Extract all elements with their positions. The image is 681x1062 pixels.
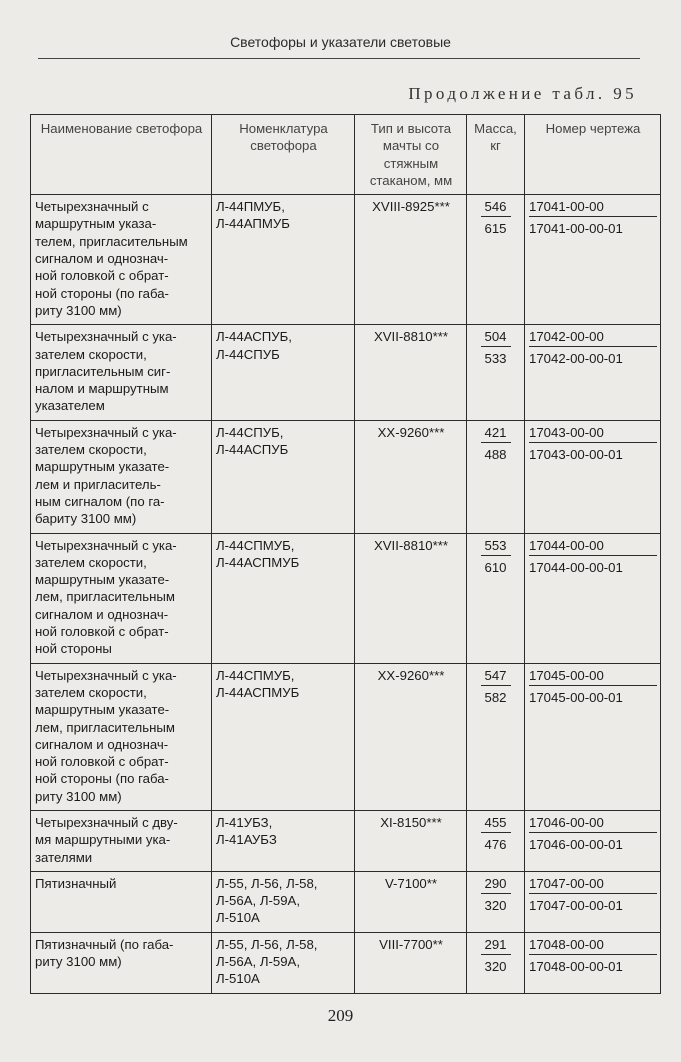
- signal-name-line: указателем: [35, 398, 105, 414]
- signal-name-line: ной головкой с обрат-: [35, 754, 169, 770]
- signal-name-line: маршрутным указате-: [35, 572, 170, 588]
- mass-cell: [467, 533, 525, 663]
- signal-name-cell: [31, 420, 212, 533]
- signal-name-line: Четырехзначный с ука-: [35, 424, 177, 440]
- signal-name-line: сигналом и однознач-: [35, 251, 169, 267]
- signal-name-line: зателем скорости,: [35, 554, 147, 570]
- nomenclature-line: Л-44СПУБ: [216, 346, 280, 362]
- signal-name-line: Четырехзначный с: [35, 199, 149, 215]
- signal-name-line: пригласительным сиг-: [35, 363, 171, 379]
- signal-name-cell: [31, 533, 212, 663]
- nomenclature-line: Л-44АСПМУБ: [216, 554, 300, 570]
- mass-bottom-value: 610: [484, 559, 507, 575]
- nomenclature-line: Л-44АСПУБ,: [216, 329, 292, 345]
- page-number: 209: [327, 1006, 354, 1025]
- mass-bottom-value: 320: [484, 897, 507, 913]
- nomenclature-line: Л-56А, Л-59А,: [216, 893, 301, 909]
- mass-fraction: [481, 424, 511, 463]
- mass-cell: [467, 871, 525, 932]
- type-height-cell: XVII-8810***: [355, 533, 467, 663]
- signal-name-line: лем, пригласительным: [35, 719, 175, 735]
- drawing-number-cell: [525, 663, 661, 810]
- signal-name-line: ной головкой с обрат-: [35, 268, 169, 284]
- mass-bottom-value: 582: [484, 689, 507, 705]
- drawing-number-top: 17045-00-00: [529, 667, 657, 686]
- signal-name-line: ной стороны (по габа-: [35, 771, 169, 787]
- drawing-number-bottom: 17042-00-00-01: [529, 351, 623, 367]
- mass-top-value: 504: [481, 328, 511, 347]
- table-row: [31, 932, 661, 993]
- table-continuation-label: Продолжение табл. 95: [408, 84, 637, 103]
- signals-table: [30, 114, 661, 994]
- nomenclature-cell: [212, 533, 355, 663]
- drawing-number-cell: [525, 325, 661, 420]
- signal-name-line: ной стороны (по габа-: [35, 285, 169, 301]
- signal-name-line: риту 3100 мм): [35, 788, 122, 804]
- drawing-number-cell: [525, 195, 661, 325]
- mass-top-value: 421: [481, 424, 511, 443]
- column-header-nomenclature: Номенклатура светофора: [212, 115, 355, 195]
- nomenclature-cell: [212, 810, 355, 871]
- mass-bottom-value: 533: [484, 351, 507, 367]
- drawing-number-bottom: 17045-00-00-01: [529, 689, 623, 705]
- signal-name-line: маршрутным указате-: [35, 459, 170, 475]
- signal-name-cell: [31, 663, 212, 810]
- mass-fraction: [481, 667, 511, 706]
- signal-name-line: сигналом и однознач-: [35, 606, 169, 622]
- nomenclature-cell: [212, 325, 355, 420]
- mass-cell: [467, 420, 525, 533]
- type-height-cell: XX-9260***: [355, 663, 467, 810]
- table-row: [31, 195, 661, 325]
- signal-name-cell: [31, 195, 212, 325]
- nomenclature-line: Л-44СПМУБ,: [216, 667, 295, 683]
- signal-name-line: Четырехзначный с ука-: [35, 667, 177, 683]
- drawing-number-bottom: 17043-00-00-01: [529, 446, 623, 462]
- signal-name-line: Четырехзначный с ука-: [35, 329, 177, 345]
- signal-name-cell: [31, 810, 212, 871]
- mass-bottom-value: 476: [484, 836, 507, 852]
- drawing-number-top: 17043-00-00: [529, 424, 657, 443]
- type-height-cell: XVIII-8925***: [355, 195, 467, 325]
- table-row: [31, 663, 661, 810]
- mass-bottom-value: 320: [484, 958, 507, 974]
- running-title: Светофоры и указатели световые: [230, 34, 451, 50]
- drawing-number-top: 17042-00-00: [529, 328, 657, 347]
- signal-name-line: ной стороны: [35, 641, 112, 657]
- mass-cell: [467, 810, 525, 871]
- nomenclature-line: Л-510А: [216, 910, 260, 926]
- signal-name-line: лем и пригласитель-: [35, 476, 161, 492]
- mass-fraction: [481, 537, 511, 576]
- table-row: [31, 533, 661, 663]
- signal-name-line: Пятизначный: [35, 875, 117, 891]
- mass-cell: [467, 325, 525, 420]
- drawing-number-cell: [525, 932, 661, 993]
- nomenclature-line: Л-55, Л-56, Л-58,: [216, 936, 318, 952]
- table-body: [31, 195, 661, 993]
- mass-fraction: [481, 198, 511, 237]
- signal-name-line: риту 3100 мм): [35, 954, 122, 970]
- signal-name-line: ной головкой с обрат-: [35, 624, 169, 640]
- nomenclature-line: Л-41АУБЗ: [216, 832, 277, 848]
- nomenclature-line: Л-510А: [216, 971, 260, 987]
- signal-name-line: Пятизначный (по габа-: [35, 936, 174, 952]
- signal-name-line: Четырехзначный с дву-: [35, 814, 178, 830]
- drawing-number-top: 17046-00-00: [529, 814, 657, 833]
- nomenclature-line: Л-56А, Л-59А,: [216, 954, 301, 970]
- drawing-number-top: 17047-00-00: [529, 875, 657, 894]
- signal-name-line: маршрутным указа-: [35, 216, 157, 232]
- column-header-drawing: Номер чертежа: [525, 115, 661, 195]
- drawing-number-cell: [525, 533, 661, 663]
- drawing-number-top: 17041-00-00: [529, 198, 657, 217]
- type-height-cell: VIII-7700**: [355, 932, 467, 993]
- mass-top-value: 546: [481, 198, 511, 217]
- header-rule: [38, 58, 640, 59]
- table-row: [31, 325, 661, 420]
- signal-name-cell: [31, 325, 212, 420]
- drawing-number-bottom: 17046-00-00-01: [529, 836, 623, 852]
- column-header-type-height: Тип и высота мачты со стяжным стаканом, мм: [355, 115, 467, 195]
- drawing-number-cell: [525, 871, 661, 932]
- mass-cell: [467, 195, 525, 325]
- signal-name-line: Четырехзначный с ука-: [35, 537, 177, 553]
- nomenclature-line: Л-44ПМУБ,: [216, 199, 285, 215]
- signal-name-cell: [31, 932, 212, 993]
- mass-bottom-value: 488: [484, 446, 507, 462]
- mass-top-value: 290: [481, 875, 511, 894]
- type-height-cell: XVII-8810***: [355, 325, 467, 420]
- drawing-number-top: 17048-00-00: [529, 936, 657, 955]
- signal-name-line: зателями: [35, 849, 93, 865]
- drawing-number-bottom: 17047-00-00-01: [529, 897, 623, 913]
- nomenclature-cell: [212, 420, 355, 533]
- signal-name-line: мя маршрутными ука-: [35, 832, 171, 848]
- mass-cell: [467, 932, 525, 993]
- nomenclature-cell: [212, 663, 355, 810]
- column-header-mass: Масса, кг: [467, 115, 525, 195]
- mass-top-value: 455: [481, 814, 511, 833]
- mass-top-value: 291: [481, 936, 511, 955]
- nomenclature-line: Л-55, Л-56, Л-58,: [216, 875, 318, 891]
- drawing-number-cell: [525, 420, 661, 533]
- nomenclature-line: Л-44АСПМУБ: [216, 684, 300, 700]
- nomenclature-line: Л-44СПУБ,: [216, 424, 284, 440]
- drawing-number-bottom: 17048-00-00-01: [529, 958, 623, 974]
- nomenclature-line: Л-44АПМУБ: [216, 216, 290, 232]
- mass-fraction: [481, 814, 511, 853]
- signal-name-line: маршрутным указате-: [35, 702, 170, 718]
- mass-fraction: [481, 328, 511, 367]
- mass-cell: [467, 663, 525, 810]
- nomenclature-line: Л-44СПМУБ,: [216, 537, 295, 553]
- signal-name-cell: [31, 871, 212, 932]
- mass-fraction: [481, 875, 511, 914]
- table-row: [31, 420, 661, 533]
- mass-top-value: 547: [481, 667, 511, 686]
- signal-name-line: сигналом и однознач-: [35, 736, 169, 752]
- nomenclature-cell: [212, 195, 355, 325]
- nomenclature-cell: [212, 871, 355, 932]
- table-row: [31, 810, 661, 871]
- mass-fraction: [481, 936, 511, 975]
- mass-bottom-value: 615: [484, 221, 507, 237]
- signal-name-line: налом и маршрутным: [35, 381, 169, 397]
- signal-name-line: риту 3100 мм): [35, 302, 122, 318]
- nomenclature-line: Л-44АСПУБ: [216, 442, 289, 458]
- drawing-number-top: 17044-00-00: [529, 537, 657, 556]
- mass-top-value: 553: [481, 537, 511, 556]
- drawing-number-cell: [525, 810, 661, 871]
- nomenclature-line: Л-41УБЗ,: [216, 814, 273, 830]
- table-row: [31, 871, 661, 932]
- column-header-name: Наименование светофора: [31, 115, 212, 195]
- type-height-cell: XX-9260***: [355, 420, 467, 533]
- signal-name-line: ным сигналом (по га-: [35, 493, 165, 509]
- drawing-number-bottom: 17044-00-00-01: [529, 559, 623, 575]
- type-height-cell: V-7100**: [355, 871, 467, 932]
- signal-name-line: телем, пригласительным: [35, 233, 188, 249]
- table-header-row: [31, 115, 661, 195]
- nomenclature-cell: [212, 932, 355, 993]
- signal-name-line: лем, пригласительным: [35, 589, 175, 605]
- drawing-number-bottom: 17041-00-00-01: [529, 221, 623, 237]
- signal-name-line: бариту 3100 мм): [35, 511, 137, 527]
- signal-name-line: зателем скорости,: [35, 442, 147, 458]
- signal-name-line: зателем скорости,: [35, 346, 147, 362]
- type-height-cell: XI-8150***: [355, 810, 467, 871]
- signal-name-line: зателем скорости,: [35, 684, 147, 700]
